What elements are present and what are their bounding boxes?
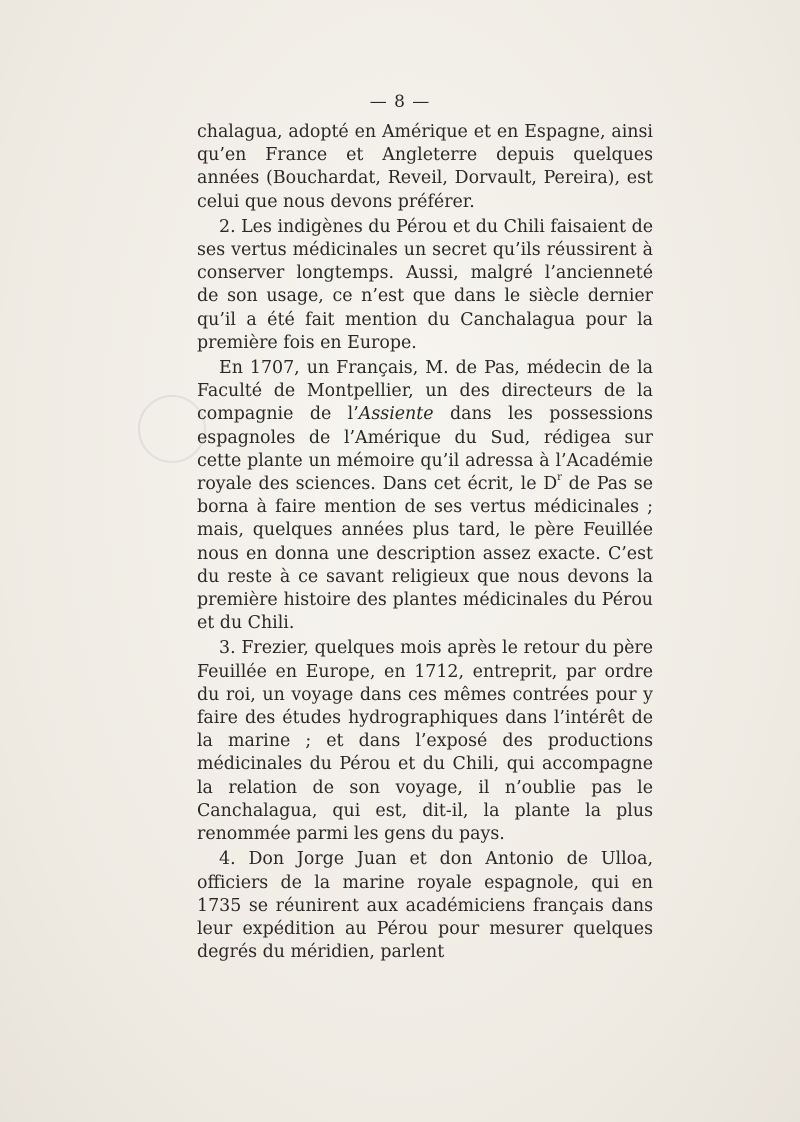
- paragraph: [197, 637, 653, 846]
- paragraph-text: 4. Don Jorge Juan et don Antonio de Ulloa, officiers de la marine royale espagnole, qui en 1735 se réunirent aux académiciens français dans leur expédition au Pérou pour mesurer quelques degrés du méridien, parlent: [197, 849, 653, 963]
- paragraph-text: chalagua, adopté en Amérique et en Espagne, ainsi qu’en France et Angleterre depuis quelques années (Bouchardat, Reveil, Dorvault, Pereira), est celui que nous devons préférer.: [197, 122, 653, 212]
- library-stamp-mark: [138, 395, 206, 463]
- superscript: r: [557, 472, 562, 484]
- paragraph: [197, 848, 653, 964]
- paragraph-text: 2. Les indigènes du Pérou et du Chili faisaient de ses vertus médicinales un secret qu’ils réussirent à conserver longtemps. Aussi, malgré l’ancienneté de son usage, ce n’est que dans le siècle dernier qu’il a été fait mention du Canchalagua pour la première fois en Europe.: [197, 216, 653, 353]
- paragraph-text: de Pas se borna à faire mention de ses vertus médicinales ; mais, quelques années plus tard, le père Feuillée nous en donna une description assez exacte. C’est du reste à ce savant religieux que nous devons la première histoire des plantes médicinales du Pérou et du Chili.: [197, 474, 653, 634]
- page-number: — 8 —: [369, 92, 431, 112]
- body-text: [197, 121, 653, 966]
- paragraph: [197, 216, 653, 355]
- paragraph-text: 3. Frezier, quelques mois après le retour du père Feuillée en Europe, en 1712, entreprit, par ordre du roi, un voyage dans ces mêmes contrées pour y faire des études hydrographiques dans l’intérêt de la marine ; et dans l’exposé des productions médicinales du Pérou et du Chili, qui accompagne la relation de son voyage, il n’oublie pas le Canchalagua, qui est, dit-il, la plante la plus renommée parmi les gens du pays.: [197, 638, 653, 845]
- paragraph-text: dans les possessions espagnoles de l’Amérique du Sud, rédigea sur cette plante un mémoire qu’il adressa à l’Académie royale des sciences. Dans cet écrit, le D: [197, 404, 653, 495]
- italic-term: Assiente: [358, 404, 434, 425]
- paragraph: [197, 357, 653, 635]
- paragraph: [197, 121, 653, 214]
- paragraph-text: En 1707, un Français, M. de Pas, médecin de la Faculté de Montpellier, un des directeurs de la compagnie de l’: [197, 358, 653, 425]
